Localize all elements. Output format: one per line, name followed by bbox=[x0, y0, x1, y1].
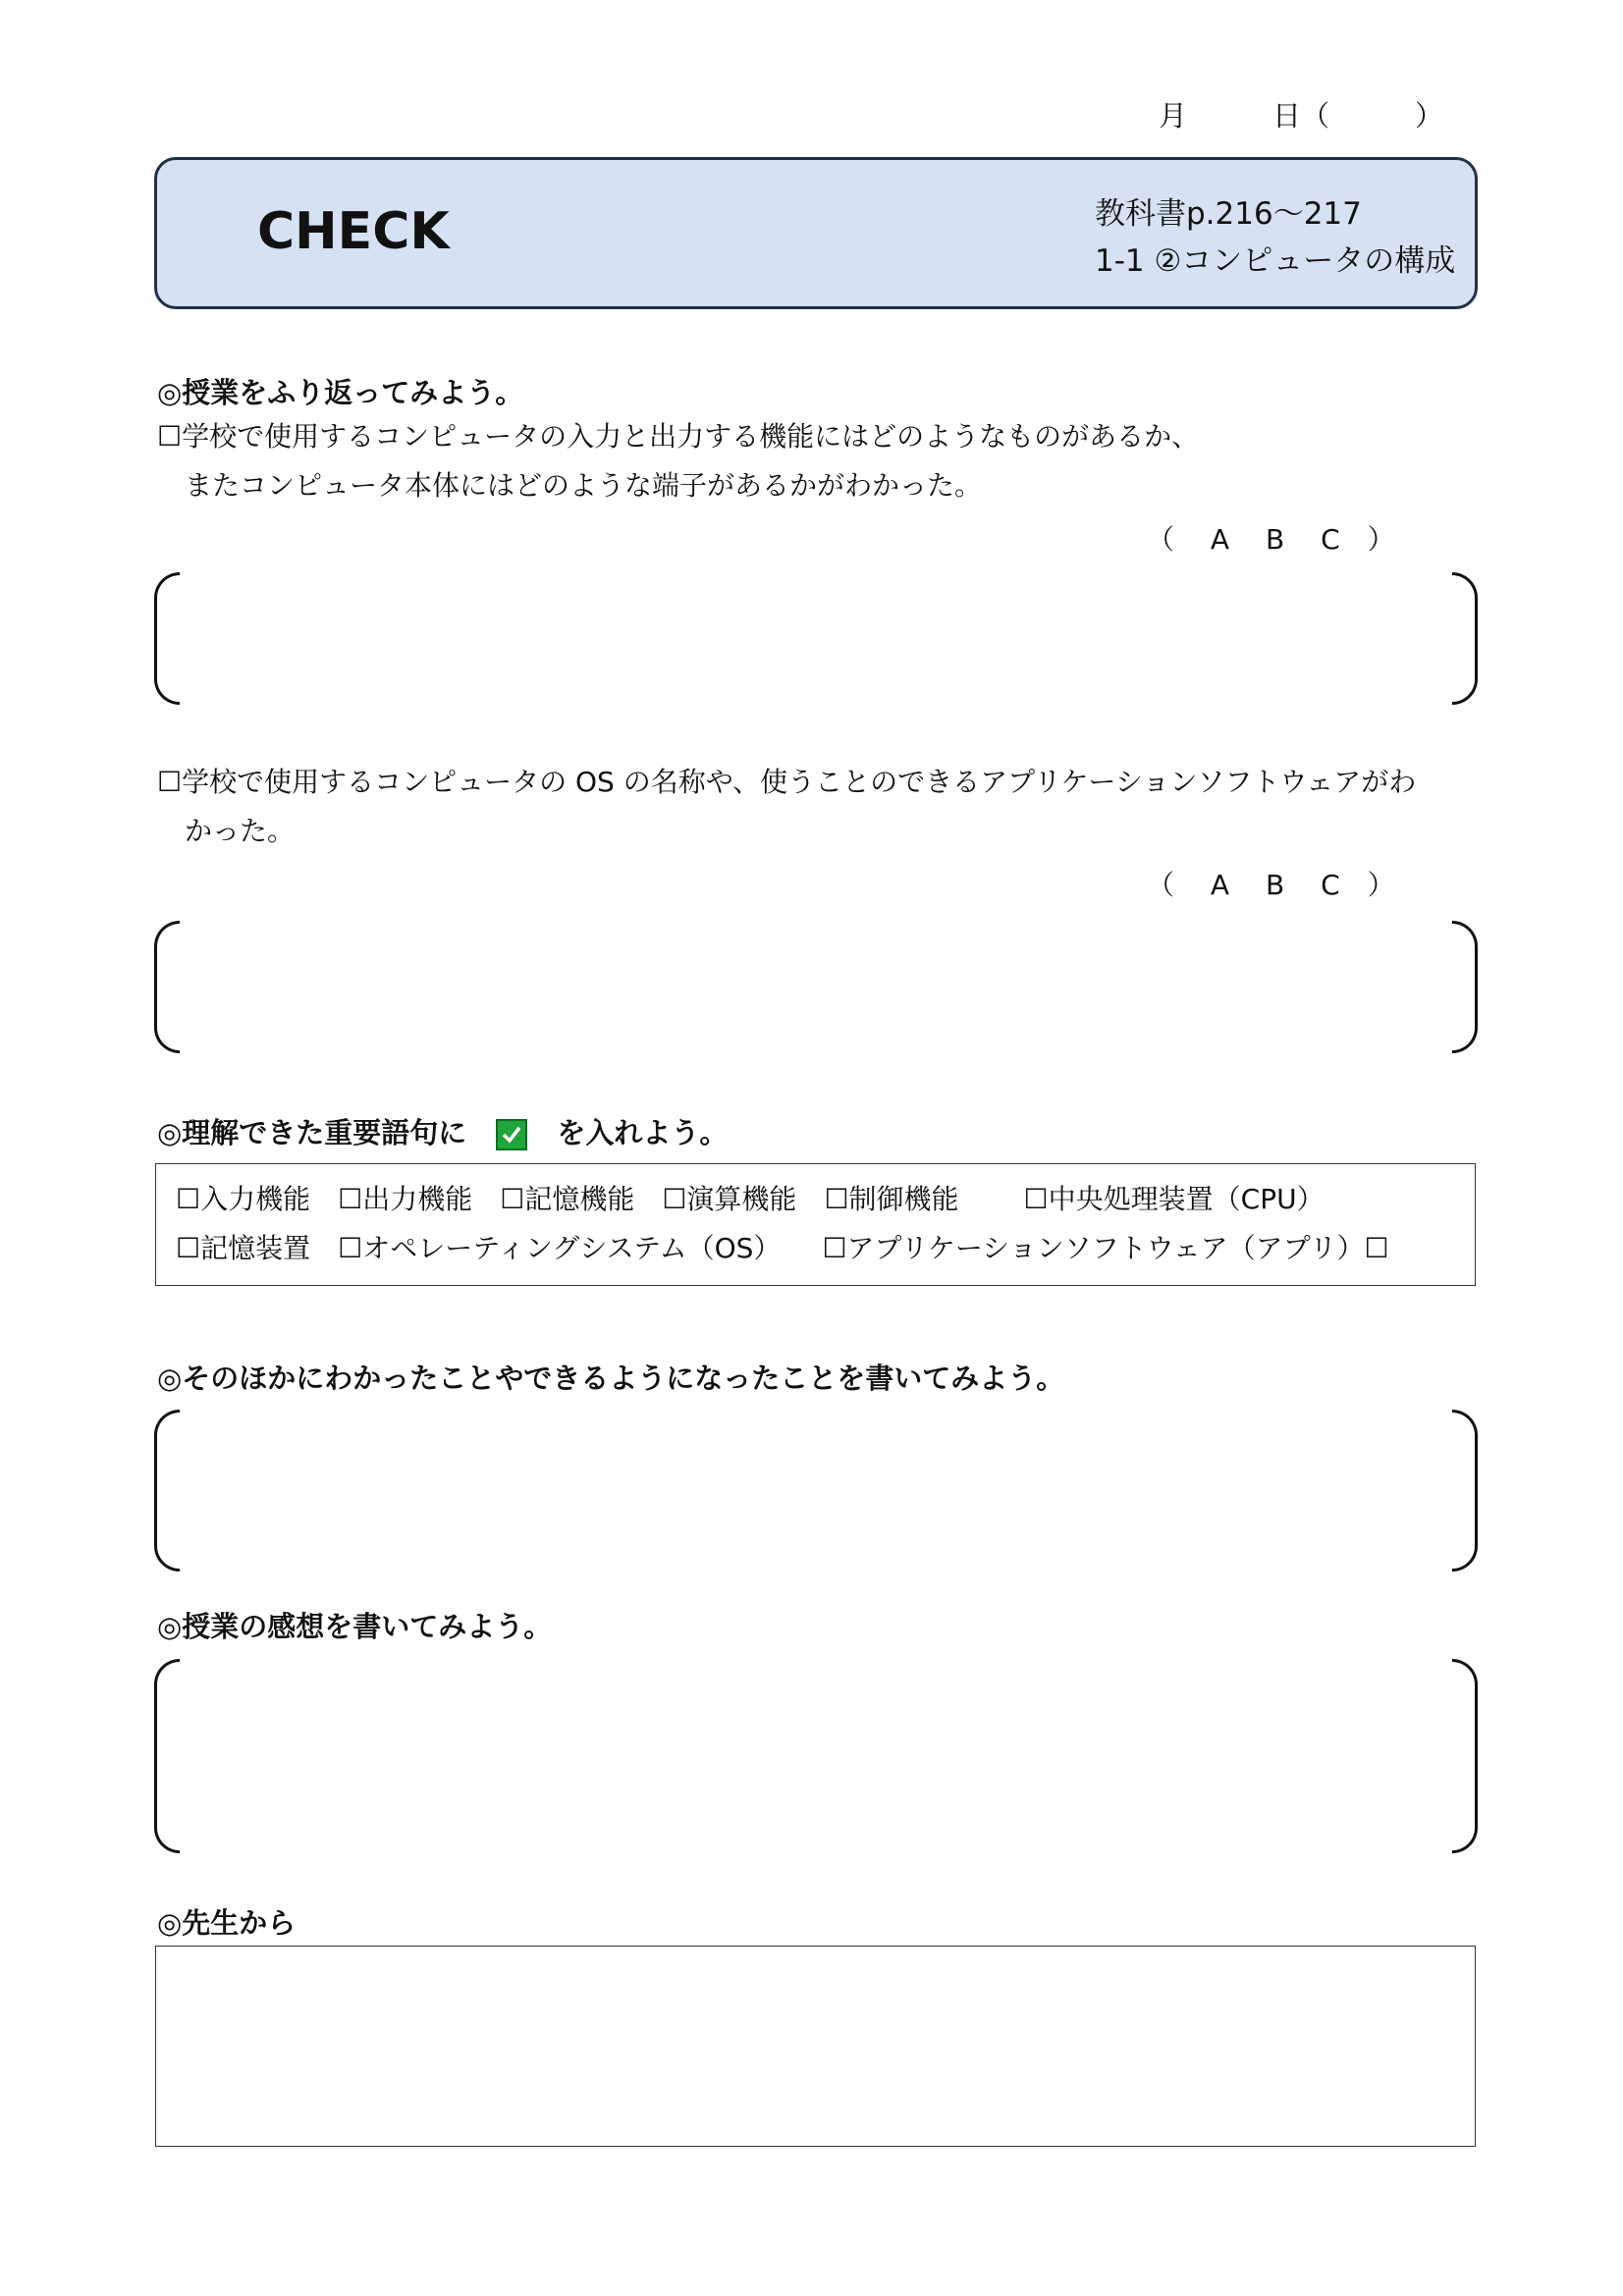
term-checkbox[interactable]: ☐アプリケーションソフトウェア（アプリ）☐ bbox=[822, 1232, 1389, 1264]
page-title: CHECK bbox=[257, 202, 450, 261]
terms-box bbox=[155, 1163, 1476, 1286]
term-checkbox[interactable]: ☐オペレーティングシステム（OS） bbox=[338, 1232, 782, 1264]
left-bracket bbox=[154, 921, 180, 1053]
review-item-1-line1: ☐学校で使用するコンピュータの入力と出力する機能にはどのようなものがあるか、 bbox=[157, 420, 1200, 453]
terms-heading bbox=[157, 1111, 728, 1151]
review-item-2-line2: かった。 bbox=[185, 815, 296, 847]
term-checkbox[interactable]: ☐入力機能 bbox=[176, 1183, 311, 1215]
terms-heading-post: を入れよう。 bbox=[557, 1116, 729, 1149]
review-item-1-answer-box[interactable] bbox=[154, 572, 1478, 705]
other-learnings-answer-box[interactable] bbox=[154, 1410, 1478, 1572]
teacher-comment-box[interactable] bbox=[155, 1946, 1476, 2147]
other-learnings-heading: ◎そのほかにわかったことやできるようになったことを書いてみよう。 bbox=[157, 1362, 1065, 1395]
right-bracket bbox=[1452, 1410, 1478, 1572]
review-item-2-line1: ☐学校で使用するコンピュータの OS の名称や、使うことのできるアプリケーションソフトウェアがわ bbox=[157, 766, 1417, 798]
term-checkbox[interactable]: ☐演算機能 bbox=[662, 1183, 797, 1215]
term-checkbox[interactable]: ☐記憶機能 bbox=[500, 1183, 635, 1215]
left-bracket bbox=[154, 572, 180, 705]
green-checkbox-icon bbox=[496, 1119, 527, 1150]
term-checkbox[interactable]: ☐出力機能 bbox=[338, 1183, 473, 1215]
review-item-1-line2: またコンピュータ本体にはどのような端子があるかがわかった。 bbox=[185, 469, 983, 502]
review-item-1 bbox=[157, 412, 1199, 510]
textbook-reference bbox=[1095, 190, 1455, 285]
review-item-2 bbox=[157, 758, 1416, 856]
right-bracket bbox=[1452, 572, 1478, 705]
term-checkbox[interactable]: ☐制御機能 bbox=[824, 1183, 959, 1215]
terms-row-2 bbox=[176, 1227, 1389, 1266]
terms-heading-pre: ◎理解できた重要語句に bbox=[157, 1116, 467, 1149]
impression-answer-box[interactable] bbox=[154, 1659, 1478, 1853]
review-item-1-rating[interactable]: （ A B C ） bbox=[1147, 523, 1395, 556]
right-bracket bbox=[1452, 921, 1478, 1053]
right-bracket bbox=[1452, 1659, 1478, 1853]
textbook-pages: 教科書p.216～217 bbox=[1095, 196, 1362, 232]
terms-row-1 bbox=[176, 1178, 1325, 1217]
review-heading: ◎授業をふり返ってみよう。 bbox=[157, 376, 524, 409]
lesson-title: 1-1 ②コンピュータの構成 bbox=[1095, 243, 1456, 279]
review-item-2-answer-box[interactable] bbox=[154, 921, 1478, 1053]
left-bracket bbox=[154, 1410, 180, 1572]
term-checkbox[interactable]: ☐記憶装置 bbox=[176, 1232, 311, 1264]
term-checkbox[interactable]: ☐中央処理装置（CPU） bbox=[1023, 1183, 1325, 1215]
teacher-heading: ◎先生から bbox=[157, 1906, 297, 1940]
review-item-2-rating[interactable]: （ A B C ） bbox=[1147, 869, 1395, 901]
date-line: 月 日（ ） bbox=[1159, 99, 1444, 133]
left-bracket bbox=[154, 1659, 180, 1853]
impression-heading: ◎授業の感想を書いてみよう。 bbox=[157, 1610, 553, 1643]
